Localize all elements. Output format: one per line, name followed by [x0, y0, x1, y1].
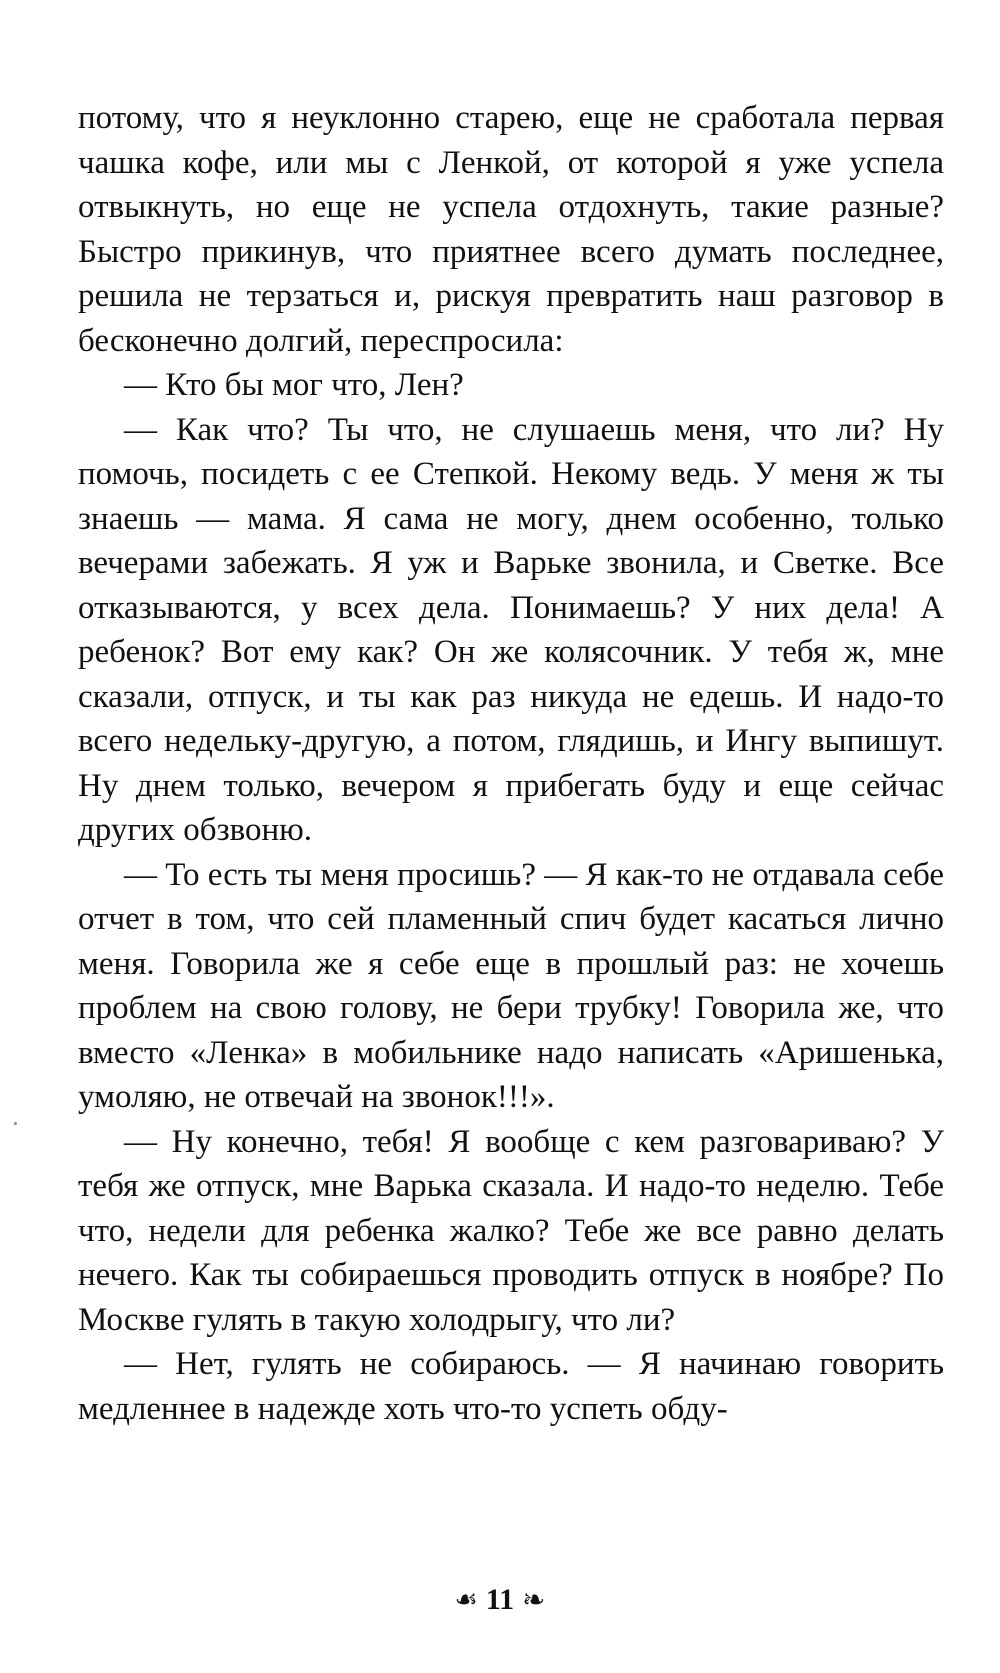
fleuron-left-icon: ☙	[454, 1585, 478, 1614]
paragraph-continuation: потому, что я неуклонно старею, еще не сработала первая чашка кофе, или мы с Ленкой, от которой я уже успела отвыкнуть, но еще не успела отдохнуть, такие разные? Быстро прикинув, что приятнее всего думать последнее, решила не терзаться и, рискуя превратить наш разговор в бесконечно долгий, переспросила:	[78, 100, 944, 359]
margin-speck	[14, 1122, 17, 1125]
body-text	[78, 96, 944, 1431]
paragraph-dialogue-2: — Как что? Ты что, не слушаешь меня, что ли? Ну помочь, посидеть с ее Степкой. Некому ведь. У меня ж ты знаешь — мама. Я сама не могу, днем особенно, только вечерами забежать. Я уж и Варьке звонила, и Светке. Все отказываются, у всех дела. Понимаешь? У них дела! А ребенок? Вот ему как? Он же колясочник. У тебя ж, мне сказали, отпуск, и ты как раз никуда не едешь. И надо-то всего недельку-другую, а потом, глядишь, и Ингу выпишут. Ну днем только, вечером я прибегать буду и еще сейчас других обзвоню.	[78, 411, 944, 848]
page-number: 11	[485, 1583, 515, 1616]
paragraph-dialogue-5: — Нет, гулять не собираюсь. — Я начинаю говорить медленнее в надежде хоть что-то успеть обду-	[78, 1346, 944, 1427]
paragraph-dialogue-1: — Кто бы мог что, Лен?	[124, 367, 464, 403]
fleuron-right-icon: ☙	[522, 1585, 546, 1614]
page-footer	[0, 1580, 1000, 1620]
paragraph-dialogue-4: — Ну конечно, тебя! Я вообще с кем разговариваю? У тебя же отпуск, мне Варька сказала. И надо-то неделю. Тебе что, недели для ребенка жалко? Тебе же все равно делать нечего. Как ты собираешься проводить отпуск в ноябре? По Москве гулять в такую холодрыгу, что ли?	[78, 1123, 944, 1338]
paragraph-dialogue-3: — То есть ты меня просишь? — Я как-то не отдавала себе отчет в том, что сей пламенный спич будет касаться лично меня. Говорила же я себе еще в прошлый раз: не хочешь проблем на свою голову, не бери трубку! Говорила же, что вместо «Ленка» в мобильнике надо написать «Аришенька, умоляю, не отвечай на звонок!!!».	[78, 856, 944, 1115]
